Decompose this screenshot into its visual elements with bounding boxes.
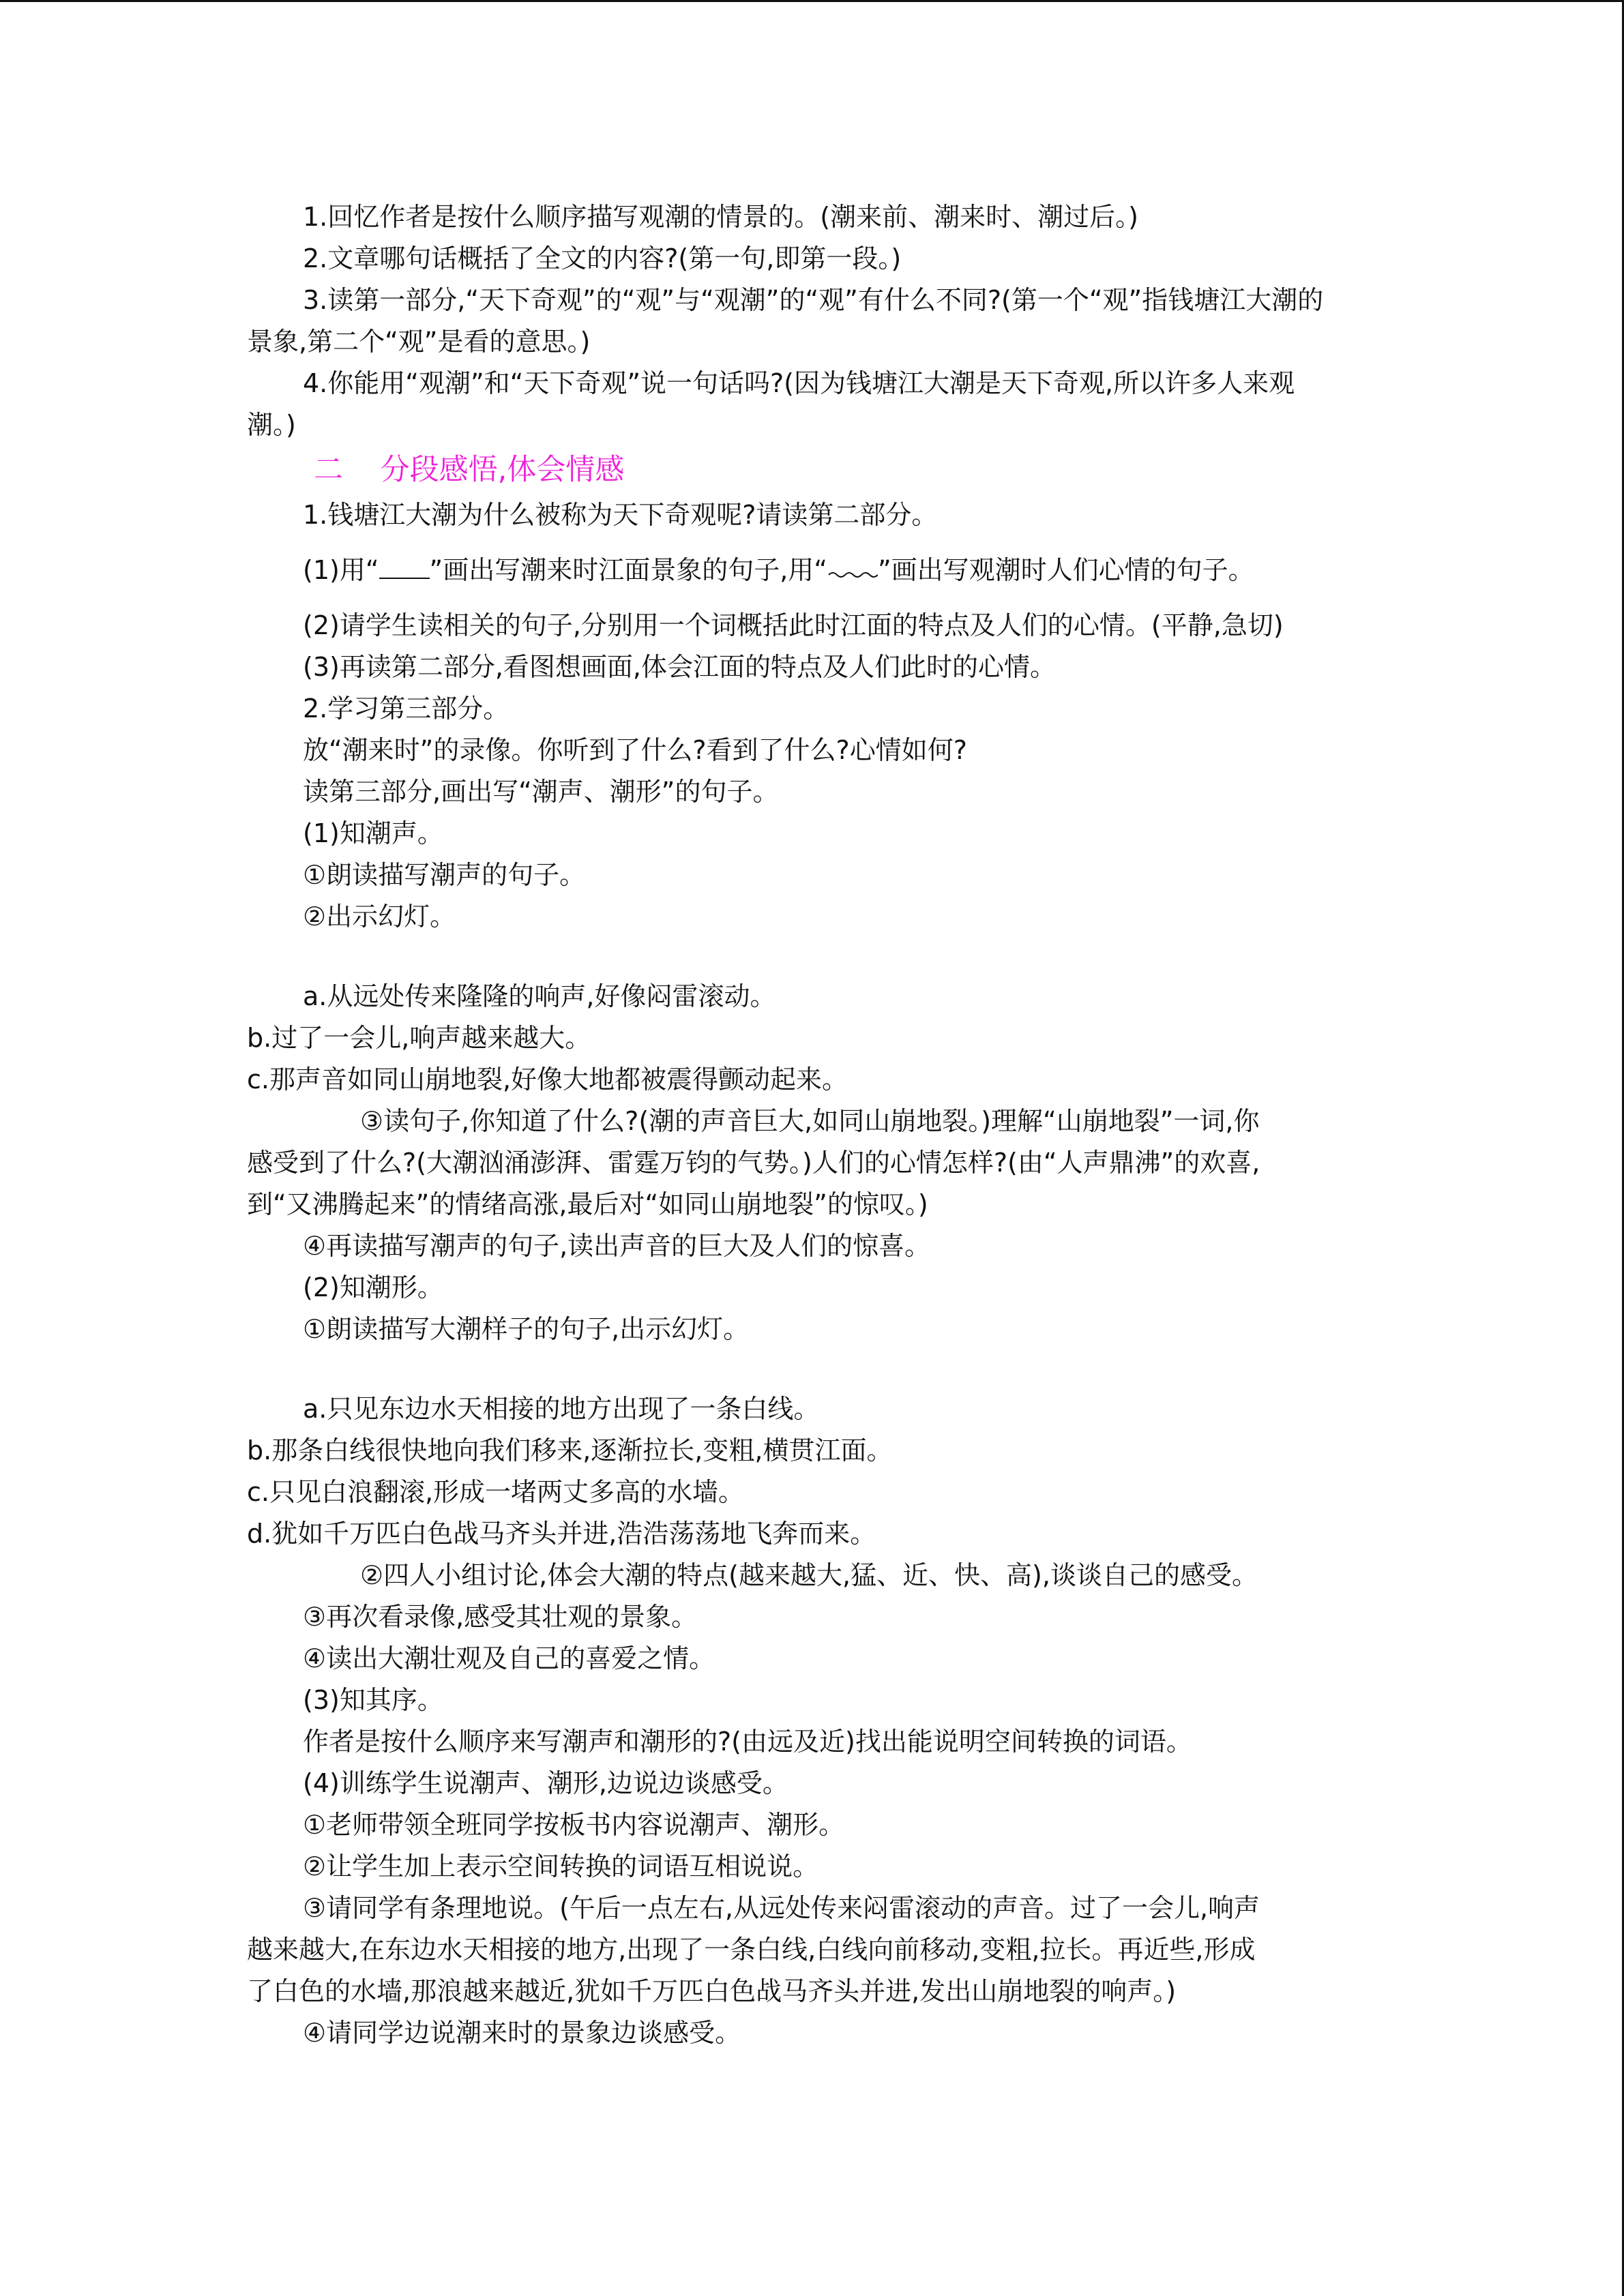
sound-heading: (1)知潮声。 [303,818,443,848]
practice-heading: (4)训练学生说潮声、潮形,边说边谈感受。 [303,1768,788,1798]
practice-step-4: ④请同学边说潮来时的景象边谈感受。 [303,2018,741,2048]
practice-step-2: ②让学生加上表示空间转换的词语互相说说。 [303,1851,819,1881]
item-1-text-b: ”画出写潮来时江面景象的句子,用“ [429,555,827,585]
order-heading: (3)知其序。 [303,1685,443,1715]
question-4-line-2: 潮。) [247,410,296,440]
section-heading: 二 分段感悟,体会情感 [314,453,625,487]
spacer [247,591,1379,605]
sound-step-1: ①朗读描写潮声的句子。 [303,860,586,890]
item-1-text-a: (1)用“ [303,555,379,585]
question-4-line-1: 4.你能用“观潮”和“天下奇观”说一句话吗?(因为钱塘江大潮是天下奇观,所以许多人来观 [303,368,1295,398]
slide-shape-c: c.只见白浪翻滚,形成一堵两丈多高的水墙。 [247,1477,745,1507]
underline-mark [379,557,430,579]
question-1: 1.回忆作者是按什么顺序描写观潮的情景的。(潮来前、潮来时、潮过后。) [303,202,1138,232]
shape-heading: (2)知潮形。 [303,1272,443,1302]
shape-step-1: ①朗读描写大潮样子的句子,出示幻灯。 [303,1314,750,1344]
slide-shape-d: d.犹如千万匹白色战马齐头并进,浩浩荡荡地飞奔而来。 [247,1519,876,1549]
slide-sound-c: c.那声音如同山崩地裂,好像大地都被震得颤动起来。 [247,1064,848,1094]
practice-step-3-line-1: ③请同学有条理地说。(午后一点左右,从远处传来闷雷滚动的声音。过了一会儿,响声 [303,1893,1260,1923]
part-2-a: 放“潮来时”的录像。你听到了什么?看到了什么?心情如何? [303,735,967,765]
document-page [247,196,1379,2054]
question-2: 2.文章哪句话概括了全文的内容?(第一句,即第一段。) [303,243,902,273]
part-1-item-2: (2)请学生读相关的句子,分别用一个词概括此时江面的特点及人们的心情。(平静,急切) [303,610,1284,640]
slide-shape-b: b.那条白线很快地向我们移来,逐渐拉长,变粗,横贯江面。 [247,1435,893,1465]
slide-sound-a: a.从远处传来隆隆的响声,好像闷雷滚动。 [303,981,776,1011]
slide-sound-b: b.过了一会儿,响声越来越大。 [247,1023,591,1053]
sound-step-3-line-2: 感受到了什么?(大潮汹涌澎湃、雷霆万钧的气势。)人们的心情怎样?(由“人声鼎沸”的欢喜, [247,1148,1260,1178]
item-1-text-c: ”画出写观潮时人们心情的句子。 [877,555,1254,585]
order-text: 作者是按什么顺序来写潮声和潮形的?(由远及近)找出能说明空间转换的词语。 [303,1727,1192,1757]
page-border-top [0,0,1624,2]
sound-step-4: ④再读描写潮声的句子,读出声音的巨大及人们的惊喜。 [303,1231,931,1261]
sound-step-2: ②出示幻灯。 [303,901,456,931]
spacer [247,1350,1379,1388]
sound-step-3-line-1: ③读句子,你知道了什么?(潮的声音巨大,如同山崩地裂。)理解“山崩地裂”一词,你 [360,1106,1260,1136]
wavy-line-mark [827,558,878,579]
part-2-b: 读第三部分,画出写“潮声、潮形”的句子。 [303,777,779,807]
practice-step-1: ①老师带领全班同学按板书内容说潮声、潮形。 [303,1810,845,1840]
spacer [247,938,1379,976]
part-1-intro: 1.钱塘江大潮为什么被称为天下奇观呢?请读第二部分。 [303,500,938,530]
sound-step-3-line-3: 到“又沸腾起来”的情绪高涨,最后对“如同山崩地裂”的惊叹。) [247,1189,928,1219]
practice-step-3-line-3: 了白色的水墙,那浪越来越近,犹如千万匹白色战马齐头并进,发出山崩地裂的响声。) [247,1976,1177,2006]
shape-step-4: ④读出大潮壮观及自己的喜爱之情。 [303,1643,715,1673]
slide-shape-a: a.只见东边水天相接的地方出现了一条白线。 [303,1394,820,1424]
question-3-line-2: 景象,第二个“观”是看的意思。) [247,327,591,357]
shape-step-2: ②四人小组讨论,体会大潮的特点(越来越大,猛、近、快、高),谈谈自己的感受。 [360,1560,1258,1590]
shape-step-3: ③再次看录像,感受其壮观的景象。 [303,1602,698,1632]
part-2-intro: 2.学习第三部分。 [303,694,510,724]
part-1-item-3: (3)再读第二部分,看图想画面,体会江面的特点及人们此时的心情。 [303,652,1056,682]
question-3-line-1: 3.读第一部分,“天下奇观”的“观”与“观潮”的“观”有什么不同?(第一个“观”指钱塘江大潮的 [303,285,1324,315]
part-1-item-1 [247,550,1379,591]
spacer [247,536,1379,550]
practice-step-3-line-2: 越来越大,在东边水天相接的地方,出现了一条白线,白线向前移动,变粗,拉长。再近些,形成 [247,1935,1256,1965]
